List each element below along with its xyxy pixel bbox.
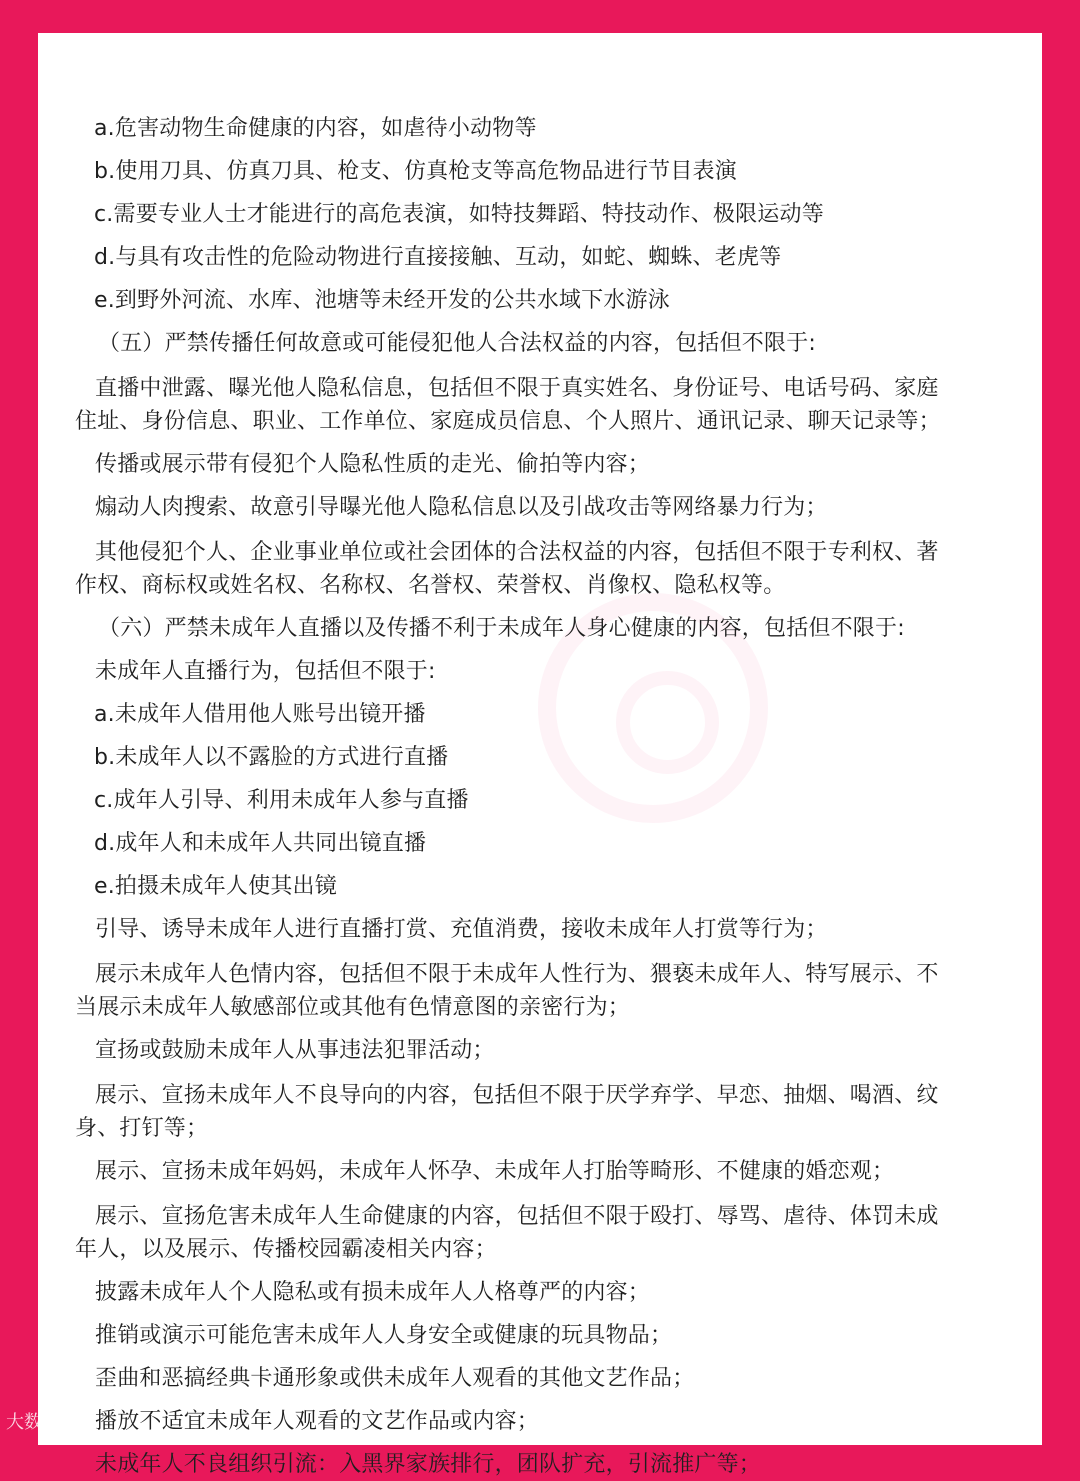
text-line: 展示、宣扬危害未成年人生命健康的内容，包括但不限于殴打、辱骂、虐待、体罚未成 [95, 1204, 939, 1229]
document-page [38, 33, 1042, 1477]
text-line: a.未成年人借用他人账号出镜开播 [94, 702, 426, 727]
text-line: 年人，以及展示、传播校园霸凌相关内容； [75, 1237, 497, 1262]
text-line: 歪曲和恶搞经典卡通形象或供未成年人观看的其他文艺作品； [95, 1366, 695, 1391]
text-line: 身、打钉等； [75, 1116, 209, 1141]
text-line: 展示、宣扬未成年人不良导向的内容，包括但不限于厌学弃学、早恋、抽烟、喝酒、纹 [95, 1083, 939, 1108]
text-line: 宣扬或鼓励未成年人从事违法犯罪活动； [95, 1038, 495, 1063]
text-line: b.使用刀具、仿真刀具、枪支、仿真枪支等高危物品进行节目表演 [94, 159, 737, 184]
text-line: a.危害动物生命健康的内容，如虐待小动物等 [94, 116, 537, 141]
text-line: 引导、诱导未成年人进行直播打赏、充值消费，接收未成年人打赏等行为； [95, 917, 828, 942]
text-line: 推销或演示可能危害未成年人人身安全或健康的玩具物品； [95, 1323, 673, 1348]
text-line: 未成年人不良组织引流：入黑界家族排行，团队扩充，引流推广等； [95, 1452, 762, 1477]
text-line: 传播或展示带有侵犯个人隐私性质的走光、偷拍等内容； [95, 452, 651, 477]
text-line: 播放不适宜未成年人观看的文艺作品或内容； [95, 1409, 540, 1434]
text-line: e.到野外河流、水库、池塘等未经开发的公共水域下水游泳 [94, 288, 670, 313]
text-line: b.未成年人以不露脸的方式进行直播 [94, 745, 449, 770]
section-heading: （五）严禁传播任何故意或可能侵犯他人合法权益的内容，包括但不限于: [98, 331, 817, 356]
text-line: e.拍摄未成年人使其出镜 [94, 874, 337, 899]
text-line: 住址、身份信息、职业、工作单位、家庭成员信息、个人照片、通讯记录、聊天记录等； [75, 409, 941, 434]
text-line: c.成年人引导、利用未成年人参与直播 [94, 788, 469, 813]
text-line: d.与具有攻击性的危险动物进行直接接触、互动，如蛇、蜘蛛、老虎等 [94, 245, 782, 270]
text-line: 未成年人直播行为，包括但不限于: [95, 659, 436, 684]
text-line: 展示、宣扬未成年妈妈，未成年人怀孕、未成年人打胎等畸形、不健康的婚恋观； [95, 1159, 895, 1184]
text-line: 煽动人肉搜索、故意引导曝光他人隐私信息以及引战攻击等网络暴力行为； [95, 495, 828, 520]
text-line: 展示未成年人色情内容，包括但不限于未成年人性行为、猥亵未成年人、特写展示、不 [95, 962, 939, 987]
text-line: 作权、商标权或姓名权、名称权、名誉权、荣誉权、肖像权、隐私权等。 [75, 573, 786, 598]
source-logo: 大数跨境 [6, 1412, 78, 1433]
text-line: 披露未成年人个人隐私或有损未成年人人格尊严的内容； [95, 1280, 651, 1305]
text-line: 当展示未成年人敏感部位或其他有色情意图的亲密行为； [75, 995, 631, 1020]
text-line: 直播中泄露、曝光他人隐私信息，包括但不限于真实姓名、身份证号、电话号码、家庭 [95, 376, 939, 401]
text-line: d.成年人和未成年人共同出镜直播 [94, 831, 427, 856]
section-heading: （六）严禁未成年人直播以及传播不利于未成年人身心健康的内容，包括但不限于: [98, 616, 905, 641]
text-line: 其他侵犯个人、企业事业单位或社会团体的合法权益的内容，包括但不限于专利权、著 [95, 540, 939, 565]
text-line: c.需要专业人士才能进行的高危表演，如特技舞蹈、特技动作、极限运动等 [94, 202, 824, 227]
